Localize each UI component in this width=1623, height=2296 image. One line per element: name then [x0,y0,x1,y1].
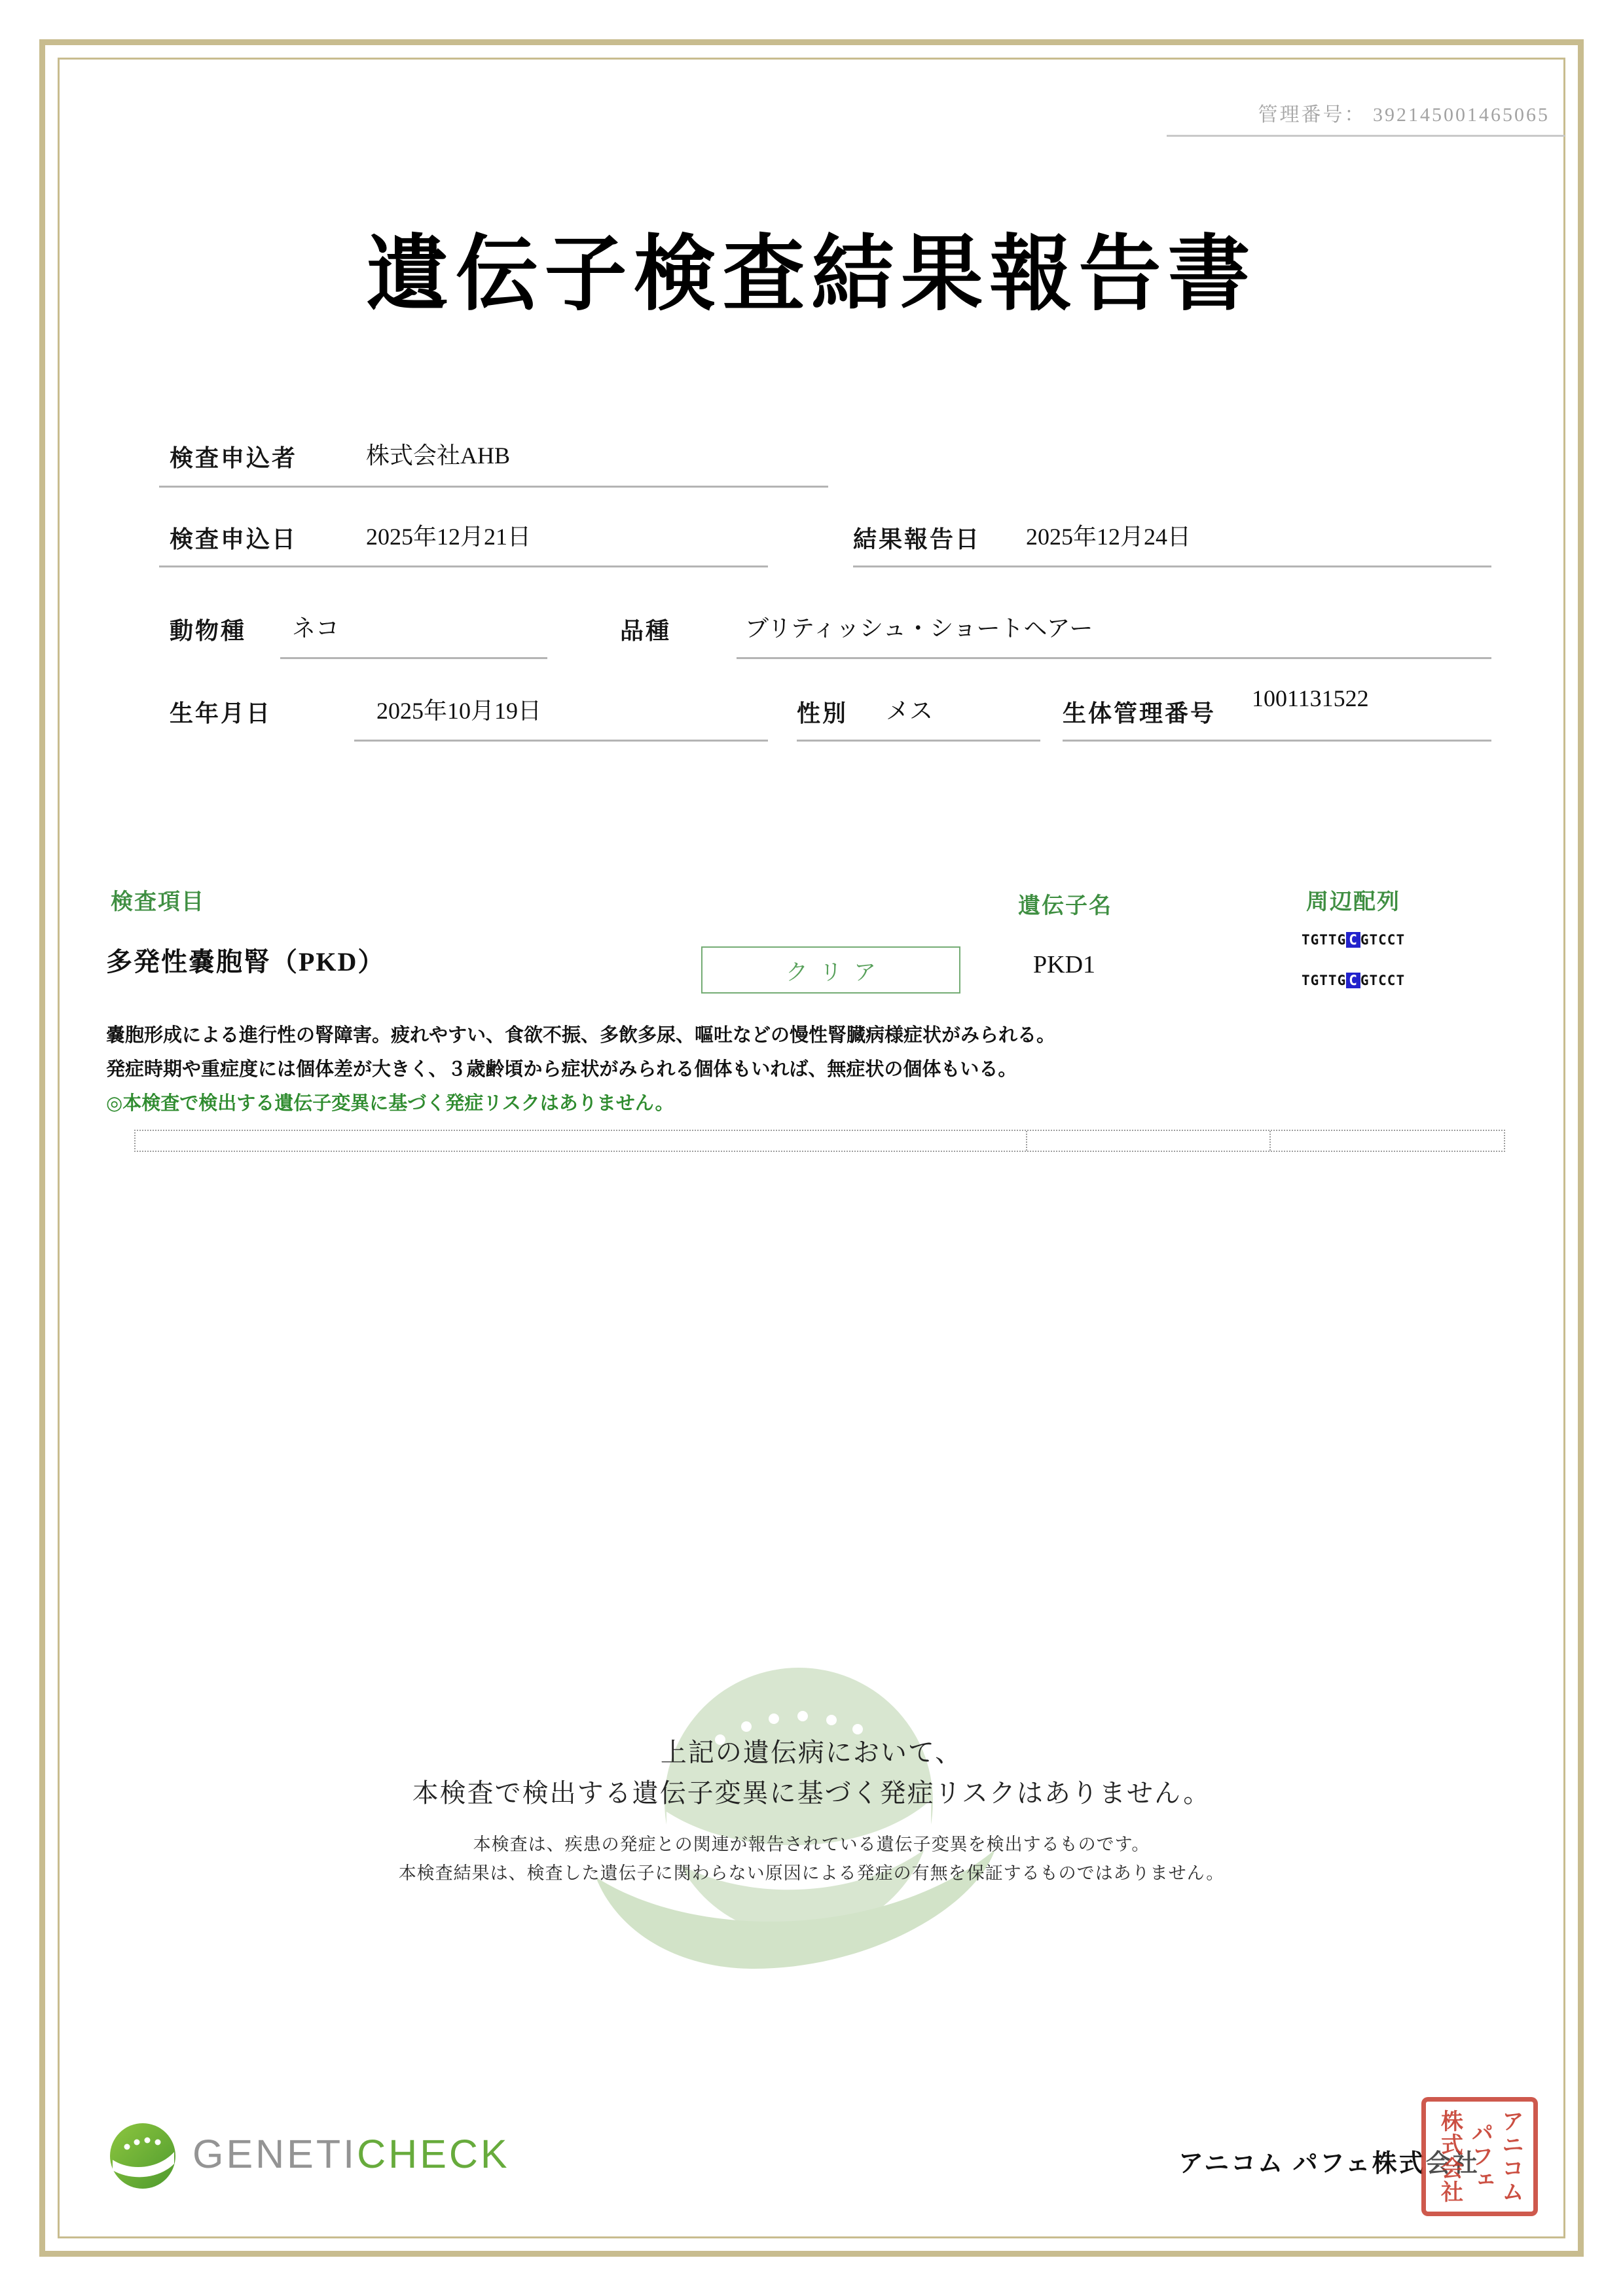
sex-underline [797,740,1040,742]
sex-value: メス [886,698,934,724]
sex-label: 性別 [797,700,848,726]
species-underline [280,657,547,659]
summary-note-2: 本検査結果は、検査した遺伝子に関わらない原因による発症の有無を保証するものではありません。 [398,1863,1225,1883]
gene-name: PKD1 [1033,951,1096,978]
report-title: 遺伝子検査結果報告書 [366,230,1257,321]
sequence-2-suffix: GTCCT [1360,973,1406,988]
empty-result-row [134,1130,1505,1152]
geneticheck-logotype [192,2131,510,2177]
seal-column-2: パフェ [1468,2121,1492,2192]
result-status-label: クリア [786,960,888,985]
sequence-line-1 [1302,932,1405,948]
empty-row-divider-1 [1026,1131,1027,1151]
sequence-1-variant: C [1346,932,1360,948]
summary-note-1: 本検査は、疾患の発症との関連が報告されている遺伝子変異を検出するものです。 [473,1835,1150,1854]
summary-line-2: 本検査で検出する遺伝子変異に基づく発症リスクはありません。 [412,1779,1211,1808]
report-date-value: 2025年12月24日 [1026,524,1192,550]
management-number-underline [1167,135,1565,137]
species-value: ネコ [292,615,340,641]
report-date-label: 結果報告日 [853,526,981,552]
applicant-value: 株式会社AHB [366,442,511,469]
seal-column-1: アニコム [1498,2109,1523,2204]
company-seal-stamp [1421,2097,1538,2216]
empty-row-divider-2 [1269,1131,1271,1151]
birthdate-label: 生年月日 [170,700,272,726]
apply-date-label: 検査申込日 [170,526,298,552]
results-header-item: 検査項目 [111,890,205,914]
animal-id-label: 生体管理番号 [1063,700,1216,726]
test-item-name: 多発性嚢胞腎（PKD） [106,947,386,977]
sequence-1-prefix: TGTTG [1302,932,1347,948]
summary-line-1: 上記の遺伝病において、 [660,1738,963,1767]
breed-underline [737,657,1491,659]
apply-date-value: 2025年12月21日 [366,524,532,550]
geneticheck-logo-icon [107,2121,178,2191]
sequence-2-variant: C [1346,973,1360,988]
management-number-label: 管理番号： [1258,104,1366,126]
management-number-value: 392145001465065 [1373,104,1550,126]
disease-description [106,1018,1520,1121]
apply-date-underline [159,565,768,567]
management-number-row [1258,98,1550,127]
animal-id-value: 1001131522 [1252,685,1369,711]
results-header-sequence: 周辺配列 [1306,890,1400,914]
results-header-gene: 遺伝子名 [1018,894,1112,918]
animal-id-underline [1063,740,1491,742]
applicant-label: 検査申込者 [170,445,298,471]
report-date-underline [853,565,1491,567]
sequence-line-2 [1302,973,1405,988]
sequence-2-prefix: TGTTG [1302,973,1347,988]
breed-label: 品種 [620,618,672,644]
risk-note: ◎本検査で検出する遺伝子変異に基づく発症リスクはありません。 [106,1093,674,1114]
result-status-box [701,946,960,994]
logotype-geneti: GENETI [192,2132,357,2176]
applicant-underline [159,486,828,488]
logotype-check: CHECK [357,2132,510,2176]
disease-description-line1: 嚢胞形成による進行性の腎障害。疲れやすい、食欲不振、多飲多尿、嘔吐などの慢性腎臓病様症状がみられる。 [106,1025,1056,1046]
sequence-1-suffix: GTCCT [1360,932,1406,948]
birthdate-underline [354,740,768,742]
breed-value: ブリティッシュ・ショートヘアー [745,615,1093,641]
species-label: 動物種 [170,618,247,644]
disease-description-line2: 発症時期や重症度には個体差が大きく、３歳齢頃から症状がみられる個体もいれば、無症状の個体もいる。 [106,1059,1017,1080]
company-name: アニコム パフェ株式会社 [1178,2150,1480,2178]
seal-column-3: 株式会社 [1437,2109,1462,2204]
birthdate-value: 2025年10月19日 [376,698,542,724]
